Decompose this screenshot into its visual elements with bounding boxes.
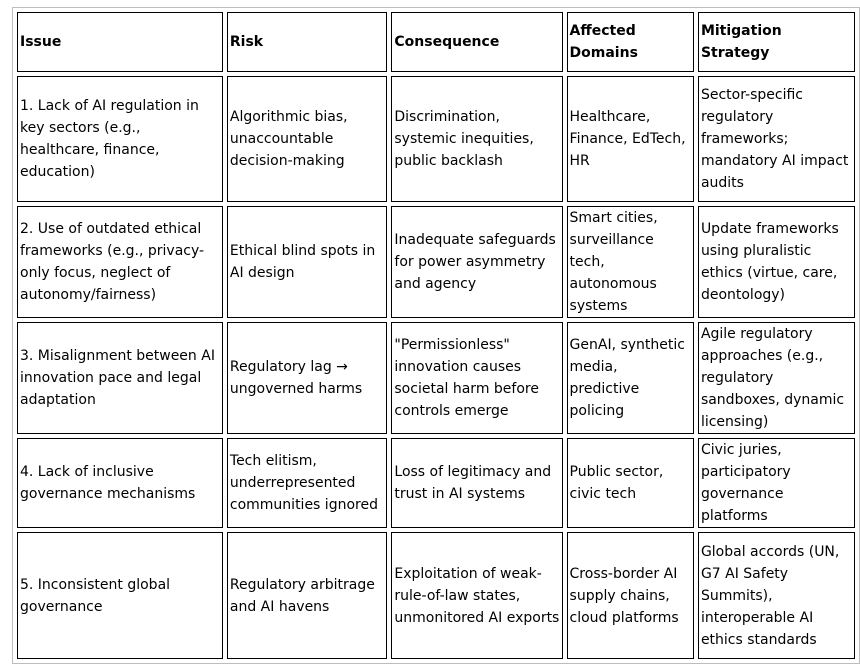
cell-consequence: Loss of legitimacy and trust in AI systems: [391, 438, 562, 528]
cell-consequence: Discrimination, systemic inequities, public backlash: [391, 76, 562, 202]
cell-risk: Tech elitism, underrepresented communities ignored: [227, 438, 388, 528]
table-header-row: [17, 12, 855, 72]
cell-consequence: "Permissionless" innovation causes societal harm before controls emerge: [391, 322, 562, 434]
table-row: [17, 206, 855, 318]
cell-mitigation: Update frameworks using pluralistic ethics (virtue, care, deontology): [698, 206, 855, 318]
cell-domains: Cross-border AI supply chains, cloud platforms: [567, 532, 694, 659]
cell-consequence: Exploitation of weak-rule-of-law states, unmonitored AI exports: [391, 532, 562, 659]
header-risk: Risk: [227, 12, 388, 72]
cell-mitigation: Agile regulatory approaches (e.g., regulatory sandboxes, dynamic licensing): [698, 322, 855, 434]
header-mitigation-strategy: Mitigation Strategy: [698, 12, 855, 72]
cell-risk: Ethical blind spots in AI design: [227, 206, 388, 318]
table-row: [17, 532, 855, 659]
table-row: [17, 438, 855, 528]
cell-mitigation: Global accords (UN, G7 AI Safety Summits), interoperable AI ethics standards: [698, 532, 855, 659]
cell-consequence: Inadequate safeguards for power asymmetry and agency: [391, 206, 562, 318]
cell-issue: 1. Lack of AI regulation in key sectors (e.g., healthcare, finance, education): [17, 76, 223, 202]
header-issue: Issue: [17, 12, 223, 72]
cell-domains: Healthcare, Finance, EdTech, HR: [567, 76, 694, 202]
cell-risk: Algorithmic bias, unaccountable decision-making: [227, 76, 388, 202]
cell-issue: 4. Lack of inclusive governance mechanisms: [17, 438, 223, 528]
cell-issue: 2. Use of outdated ethical frameworks (e.g., privacy-only focus, neglect of autonomy/fairness): [17, 206, 223, 318]
cell-mitigation: Civic juries, participatory governance platforms: [698, 438, 855, 528]
cell-issue: 5. Inconsistent global governance: [17, 532, 223, 659]
cell-mitigation: Sector-specific regulatory frameworks; mandatory AI impact audits: [698, 76, 855, 202]
cell-risk: Regulatory lag → ungoverned harms: [227, 322, 388, 434]
header-consequence: Consequence: [391, 12, 562, 72]
table-row: [17, 322, 855, 434]
cell-issue: 3. Misalignment between AI innovation pace and legal adaptation: [17, 322, 223, 434]
table-row: [17, 76, 855, 202]
cell-risk: Regulatory arbitrage and AI havens: [227, 532, 388, 659]
header-affected-domains: Affected Domains: [567, 12, 694, 72]
ai-governance-table: [12, 7, 860, 664]
cell-domains: GenAI, synthetic media, predictive policing: [567, 322, 694, 434]
cell-domains: Public sector, civic tech: [567, 438, 694, 528]
cell-domains: Smart cities, surveillance tech, autonomous systems: [567, 206, 694, 318]
